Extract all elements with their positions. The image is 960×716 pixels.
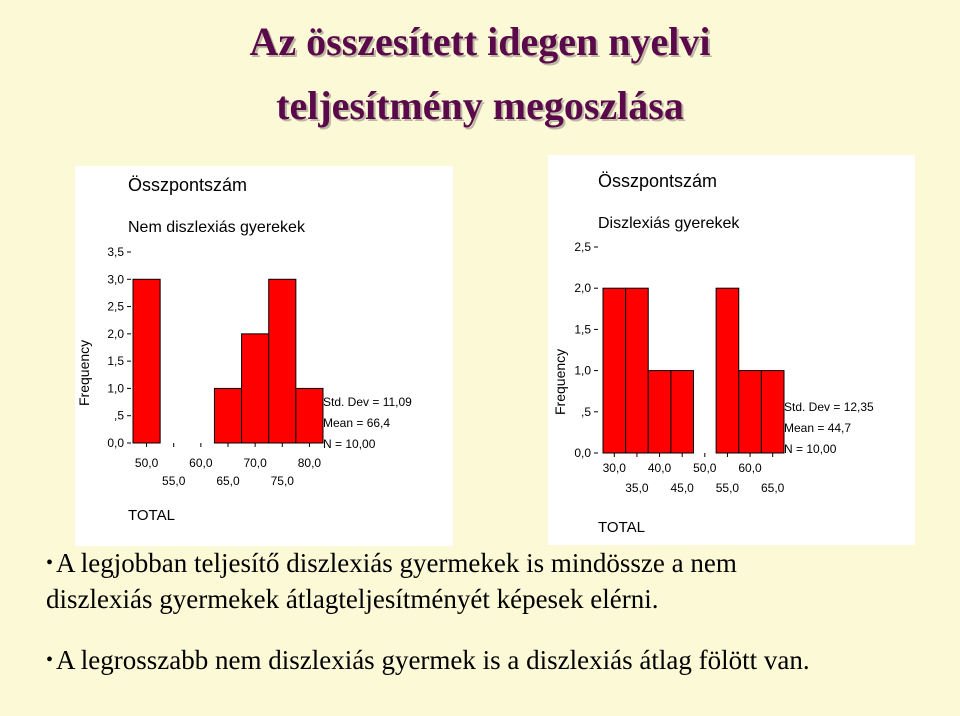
slide-title [0, 10, 960, 138]
histogram-non-dyslexic-svg [75, 166, 453, 546]
chart-subtitle: Nem diszlexiás gyerekek [128, 219, 305, 236]
chart-stat-line: Mean = 66,4 [323, 416, 391, 430]
chart-stat-line: Std. Dev = 11,09 [323, 395, 412, 409]
bullet-1-line-1: A legjobban teljesítő diszlexiás gyermekek is mindössze a nem [56, 548, 737, 578]
x-tick-label: 55,0 [162, 474, 186, 488]
histogram-bar [133, 279, 160, 443]
histogram-bar [671, 371, 694, 453]
bullet-dot: • [46, 552, 54, 574]
x-tick-label: 45,0 [670, 481, 694, 495]
y-tick-label: 0,0 [574, 446, 591, 460]
y-tick-label: 2,5 [107, 299, 124, 314]
y-tick-label: 3,5 [107, 245, 124, 259]
y-tick-label: 2,5 [574, 240, 591, 254]
x-tick-label: 30,0 [602, 461, 626, 475]
chart-stat-line: Mean = 44,7 [784, 421, 852, 435]
x-tick-label: 65,0 [761, 481, 785, 495]
y-tick-label: 1,0 [107, 381, 124, 396]
x-tick-label: 65,0 [216, 474, 240, 488]
x-tick-label: 75,0 [270, 474, 294, 488]
y-tick-label: ,5 [580, 404, 591, 419]
x-axis-label: TOTAL [598, 519, 645, 536]
histogram-bar [242, 334, 269, 443]
bullet-2 [46, 642, 946, 678]
slide-title-line-1: Az összesített idegen nyelvi [249, 19, 711, 64]
bullet-1-line-2: diszlexiás gyermekek átlagteljesítményét képesek elérni. [46, 584, 659, 614]
histogram-bar [648, 371, 671, 453]
chart-stat-line: Std. Dev = 12,35 [784, 400, 874, 414]
bullet-dot: • [46, 649, 54, 671]
y-tick-label: 1,5 [574, 322, 591, 337]
histogram-non-dyslexic [75, 166, 453, 546]
x-tick-label: 40,0 [647, 461, 672, 475]
chart-subtitle: Diszlexiás gyerekek [598, 215, 740, 232]
y-axis-label: Frequency [552, 348, 568, 415]
bullet-2-line-1: A legrosszabb nem diszlexiás gyermek is a diszlexiás átlag fölött van. [56, 645, 810, 675]
histogram-dyslexic-svg [548, 155, 915, 545]
histogram-bar [603, 288, 626, 453]
x-tick-label: 70,0 [243, 456, 267, 470]
histogram-bar [269, 279, 296, 443]
x-tick-label: 60,0 [189, 456, 213, 470]
chart-stat-line: N = 10,00 [323, 437, 376, 451]
y-tick-label: 2,0 [574, 281, 591, 296]
histogram-bar [214, 388, 241, 443]
histogram-dyslexic [548, 155, 915, 545]
histogram-bar [716, 288, 739, 453]
x-tick-label: 60,0 [738, 461, 762, 475]
x-tick-label: 50,0 [693, 461, 717, 475]
y-tick-label: 1,5 [107, 354, 124, 369]
chart-title: Összpontszám [598, 171, 718, 191]
y-tick-label: ,5 [113, 408, 124, 423]
histogram-bar [296, 388, 323, 443]
y-tick-label: 1,0 [574, 363, 591, 378]
histogram-bar [626, 288, 649, 453]
chart-title: Összpontszám [128, 175, 248, 195]
y-tick-label: 3,0 [107, 272, 124, 287]
slide-title-line-2: teljesítmény megoszlása [276, 83, 684, 128]
x-tick-label: 50,0 [134, 456, 159, 470]
y-tick-label: 2,0 [107, 326, 124, 341]
histogram-bar [761, 371, 784, 453]
x-axis-label: TOTAL [128, 507, 175, 524]
y-axis-label: Frequency [76, 339, 92, 406]
x-tick-label: 80,0 [297, 456, 322, 470]
chart-stat-line: N = 10,00 [784, 442, 837, 456]
y-tick-label: 0,0 [107, 436, 124, 450]
x-tick-label: 35,0 [625, 481, 649, 495]
x-tick-label: 55,0 [715, 481, 740, 495]
histogram-bar [739, 371, 762, 453]
bullet-1 [46, 545, 946, 617]
